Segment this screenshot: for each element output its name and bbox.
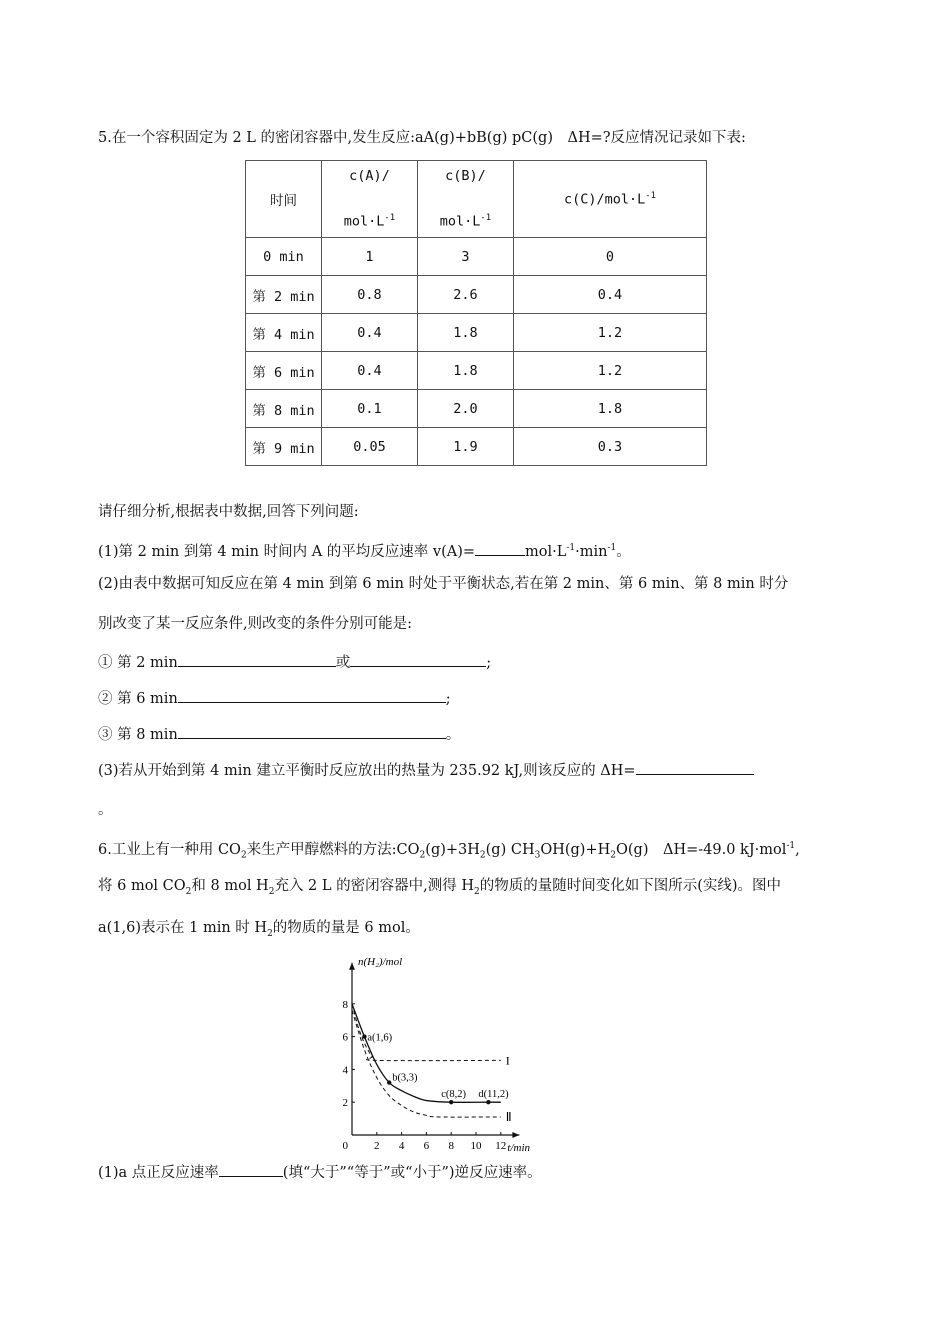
y-axis-arrow — [349, 963, 355, 970]
cell-cB: 3 — [418, 238, 514, 276]
reaction-table — [245, 160, 707, 466]
q5-sub3: (3)若从开始到第 4 min 建立平衡时反应放出的热量为 235.92 kJ,则该反应的 ΔH= — [98, 760, 754, 781]
cell-cB: 1.9 — [418, 428, 514, 466]
cell-cB: 2.0 — [418, 390, 514, 428]
q6-line1: 6.工业上有一种用 $CO_2$来生产甲醇燃料的方法$:CO_2(g)+3H_2(g)$ $CH_3OH(g)+H_2O(g)$ ΔH=-49.0 kJ·mol$^{-1}$, — [98, 841, 800, 861]
x-tick-label: 2 — [374, 1140, 380, 1152]
answer-blank[interactable] — [178, 724, 446, 739]
cell-cC: 0 — [514, 238, 707, 276]
data-point — [449, 1100, 453, 1104]
cell-time: 第 2 min — [246, 276, 322, 314]
cell-cA: 0.4 — [322, 352, 418, 390]
q5-sub2-line2: 别改变了某一反应条件,则改变的条件分别可能是: — [98, 616, 412, 632]
q6-line3: a(1,6)表示在 1 min 时 $H_2$的物质的量是 6 mol。 — [98, 920, 420, 939]
q5-item3: ③ 第 8 min 。 — [98, 724, 460, 745]
q6-line2: 将 6 mol $CO_2$和 8 mol $H_2$充入 2 L 的密闭容器中,测得 $H_2$的物质的量随时间变化如下图所示(实线)。图中 — [98, 878, 782, 897]
q5-prompt: 请仔细分析,根据表中数据,回答下列问题: — [98, 504, 359, 520]
q5-intro: 5.在一个容积固定为 2 L 的密闭容器中,发生反应:aA(g)+bB(g) pC(g) ΔH=?反应情况记录如下表: — [98, 130, 746, 146]
answer-blank[interactable] — [178, 652, 336, 667]
table-row — [246, 390, 707, 428]
series-label: Ⅱ — [505, 1109, 512, 1124]
header-cC: $c(C)/mol\cdot L^{-1}$ — [514, 161, 707, 238]
cell-cC: 1.2 — [514, 352, 707, 390]
cell-cC: 0.4 — [514, 276, 707, 314]
series-label: I — [505, 1053, 510, 1068]
point-label: b(3,3) — [392, 1072, 418, 1084]
cell-cC: 1.8 — [514, 390, 707, 428]
q5-item2: ② 第 6 min ; — [98, 688, 451, 709]
header-cA: c(A)/ $mol\cdot L^{-1}$ — [322, 161, 418, 238]
table-row — [246, 238, 707, 276]
answer-blank[interactable] — [178, 688, 446, 703]
y-tick-label: 4 — [342, 1064, 348, 1077]
cell-cC: 0.3 — [514, 428, 707, 466]
table-row — [246, 352, 707, 390]
x-axis-arrow — [512, 1132, 519, 1138]
x-axis-label: t/min — [507, 1142, 531, 1152]
q5-item1: ① 第 2 min 或 ; — [98, 652, 491, 673]
table-row — [246, 314, 707, 352]
x-tick-label: 8 — [448, 1140, 454, 1152]
answer-blank[interactable] — [350, 652, 486, 667]
x-tick-label: 10 — [470, 1140, 482, 1152]
table-header-row — [246, 161, 707, 238]
cell-cC: 1.2 — [514, 314, 707, 352]
cell-time: 第 6 min — [246, 352, 322, 390]
h2-amount-chart — [335, 942, 615, 1152]
q5-sub3-end: 。 — [98, 802, 113, 818]
cell-cB: 1.8 — [418, 352, 514, 390]
y-tick-label: 6 — [342, 1031, 348, 1044]
answer-blank[interactable] — [475, 541, 525, 556]
cell-cA: 0.1 — [322, 390, 418, 428]
y-axis-label: n(H₂)/mol — [358, 955, 403, 968]
cell-cB: 2.6 — [418, 276, 514, 314]
y-tick-label: 8 — [342, 998, 348, 1011]
answer-blank[interactable] — [219, 1162, 283, 1177]
table-row — [246, 276, 707, 314]
y-tick-label: 2 — [342, 1097, 348, 1110]
cell-cA: 0.8 — [322, 276, 418, 314]
q5-sub2-line1: (2)由表中数据可知反应在第 4 min 到第 6 min 时处于平衡状态,若在第 2 min、第 6 min、第 8 min 时分 — [98, 576, 789, 592]
point-label: d(11,2) — [478, 1089, 509, 1101]
data-point — [362, 1034, 366, 1038]
point-label: c(8,2) — [441, 1089, 466, 1101]
q5-sub1: (1)第 2 min 到第 4 min 时间内 A 的平均反应速率 $v(A)= mol\cdot L^{-1}\cdot\min^{-1}$。 — [98, 538, 631, 562]
data-point — [486, 1100, 490, 1104]
x-tick-label: 12 — [495, 1140, 507, 1152]
cell-cA: 0.4 — [322, 314, 418, 352]
cell-time: 第 9 min — [246, 428, 322, 466]
data-point — [387, 1080, 391, 1084]
cell-cA: 0.05 — [322, 428, 418, 466]
cell-cB: 1.8 — [418, 314, 514, 352]
cell-time: 0 min — [246, 238, 322, 276]
header-cB: c(B)/ $mol\cdot L^{-1}$ — [418, 161, 514, 238]
answer-blank[interactable] — [636, 760, 754, 775]
cell-time: 第 8 min — [246, 390, 322, 428]
series-line-solid — [352, 1004, 501, 1103]
origin-label: 0 — [342, 1140, 348, 1152]
cell-cA: 1 — [322, 238, 418, 276]
table-row — [246, 428, 707, 466]
q6-sub1: (1)a 点正反应速率 (填“大于”“等于”或“小于”)逆反应速率。 — [98, 1162, 542, 1183]
point-label: a(1,6) — [367, 1032, 393, 1044]
x-tick-label: 6 — [423, 1140, 430, 1152]
x-tick-label: 4 — [398, 1140, 405, 1152]
header-time: 时间 — [246, 161, 322, 238]
cell-time: 第 4 min — [246, 314, 322, 352]
